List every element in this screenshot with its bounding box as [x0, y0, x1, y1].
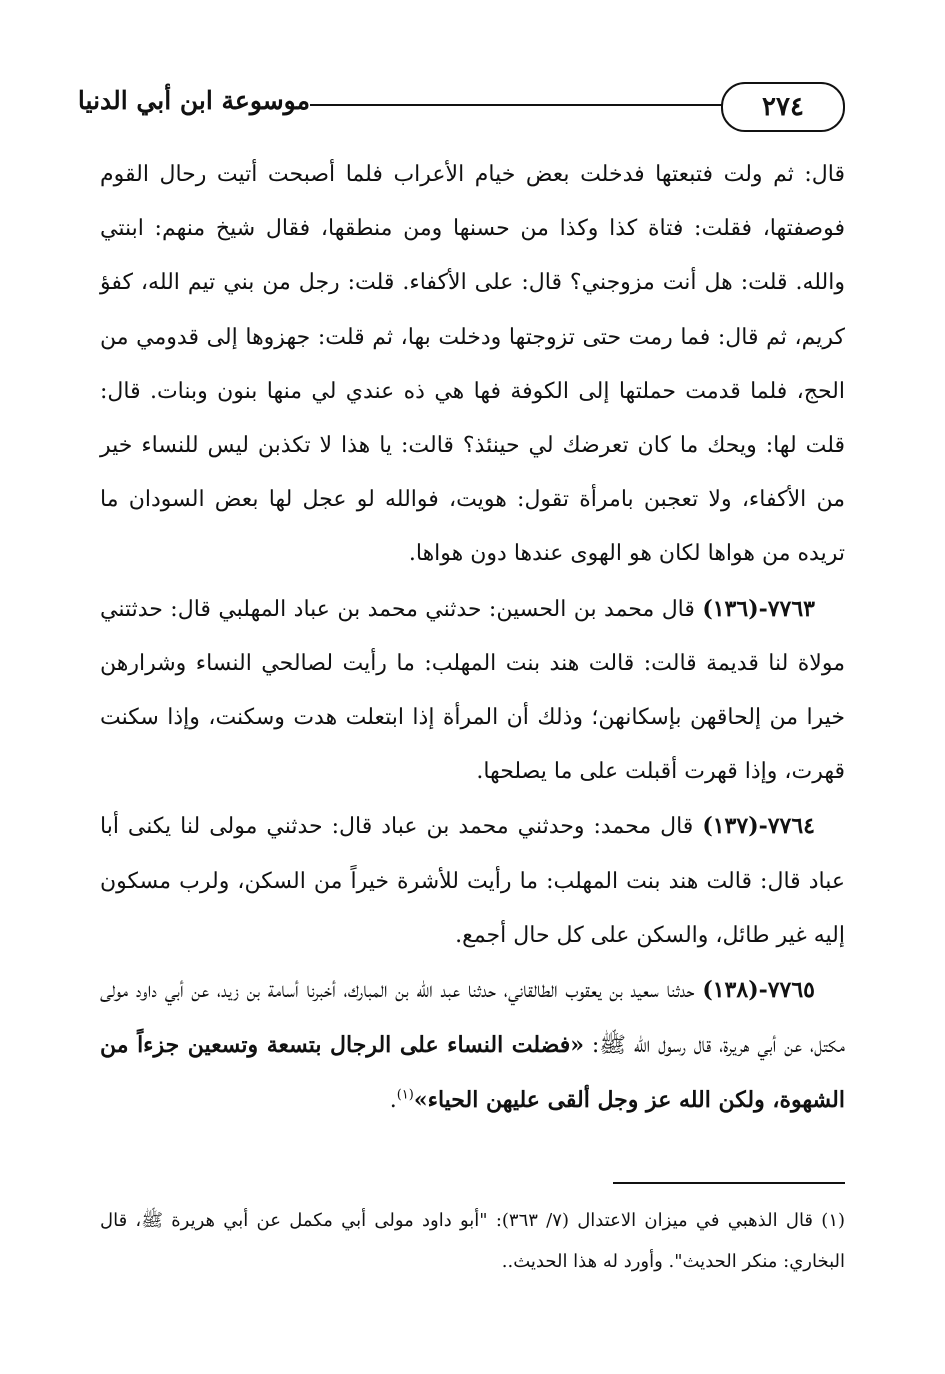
page-header — [77, 78, 845, 134]
hadith-7765 — [100, 963, 845, 1129]
hadith-number: ٧٧٦٣-(١٣٦) — [702, 595, 815, 622]
footnote-1: (١) قال الذهبي في ميزان الاعتدال (٧/ ٣٦٣): "أبو داود مولى أبي مكمل عن أبي هريرة ﷺ، قال البخاري: منكر الحديث". وأورد له هذا الحديث.. — [100, 1210, 846, 1272]
paragraph-text: قال: ثم ولت فتبعتها فدخلت بعض خيام الأعراب فلما أصبحت أتيت رحال القوم فوصفتها، فقلت: فتاة كذا وكذا من حسنها ومن منطقها، فقال شيخ منهم: ابنتي والله. قلت: هل أنت مزوجني؟ قال: على الأكفاء. قلت: رجل من بني تيم الله، كفؤ كريم، ثم قال: فما رمت حتى تزوجتها ودخلت بها، ثم قلت: جهزوها إلى قدومي من الحج، فلما قدمت حملتها إلى الكوفة فها هي ذه عندي لي منها بنون وبنات. قال: قلت لها: ويحك ما كان تعرضك لي حينئذ؟ قالت: يا هذا لا تكذبن ليس للنساء خير من الأكفاء، ولا تعجبن بامرأة تقول: هويت، فوالله لو عجل لها بعض السودان ما تريده من هواها لكان هو الهوى عندها دون هواها. — [100, 162, 845, 567]
main-text — [100, 148, 845, 1129]
hadith-7763 — [100, 582, 845, 800]
header-rule — [310, 104, 725, 106]
prophetic-saying: «فضلت النساء على الرجال بتسعة وتسعين جزءاً من الشهوة، ولكن الله عز وجل ألقى عليهن الحياء» — [100, 1032, 845, 1114]
hadith-text: حدثنا سعيد بن يعقوب الطالقاني، حدثنا عبد الله بن المبارك، أخبرنا أسامة بن زيد، عن أبي داود مولى مكتل، عن أبي هريرة، قال رسول الله ﷺ: — [100, 978, 846, 1059]
footnotes — [100, 1200, 845, 1282]
book-title: موسوعة ابن أبي الدنيا — [77, 86, 310, 115]
hadith-7764 — [100, 799, 845, 963]
hadith-number: ٧٧٦٤-(١٣٧) — [702, 813, 815, 840]
period: . — [389, 1088, 397, 1114]
paragraph-continued — [100, 148, 845, 582]
page-number: ٢٧٤ — [721, 82, 845, 132]
footnote-reference[interactable]: (١) — [396, 1088, 414, 1104]
hadith-text: قال محمد: وحدثني محمد بن عباد قال: حدثني مولى لنا يكنى أبا عباد قال: قالت هند بنت المهلب: ما رأيت للأشرة خيراً من السكن، ولرب مسكون إليه غير طائل، والسكن على كل حال أجمع. — [100, 814, 845, 948]
footnote-separator — [613, 1182, 845, 1184]
hadith-number: ٧٧٦٥-(١٣٨) — [702, 977, 815, 1004]
hadith-text: قال محمد بن الحسين: حدثني محمد بن عباد المهلبي قال: حدثتني مولاة لنا قديمة قالت: قالت هند بنت المهلب: ما رأيت لصالحي النساء وشرارهن خيرا من إلحاقهن بإسكانهن؛ وذلك أن المرأة إذا ابتعلت هدت وسكنت، وإذا سكنت قهرت، وإذا قهرت أقبلت على ما يصلحها. — [100, 596, 845, 785]
